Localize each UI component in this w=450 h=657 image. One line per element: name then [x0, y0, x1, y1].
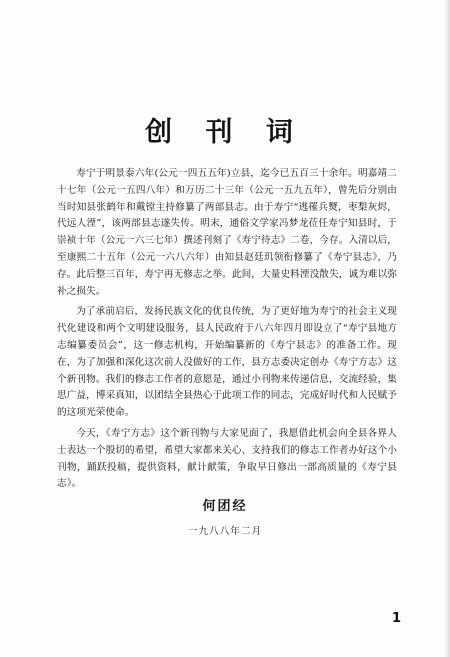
author-signature: 何团经 [202, 499, 248, 514]
paragraph-2: 为了承前启后，发扬民族文化的优良传统，为了更好地为寿宁的社会主义现代化建设和两个文明建设服务，县人民政府于八六年四月即设立了“寿宁县地方志编纂委员会”，这一修志机构，开始编纂新的《寿宁县志》的准备工作。现在，为了加强和深化这次前人没做好的工作，县方志委决定创办《寿宁方志》这个新刊物。我们的修志工作者的意愿是，通过小刊物来传递信息，交流经验，集思广益，博采真知，以团结全县热心于此项工作的同志，完成好时代和人民赋予的这项光荣使命。 [57, 306, 397, 419]
paragraph-3: 今天，《寿宁方志》这个新刊物与大家见面了，我愿借此机会向全县各界人士表达一个殷切的希望，希望大家都来关心、支持我们的修志工作者办好这个小刊物，踊跃投稿，提供资料，献计献策，争取早日修出一部高质量的《寿宁县志》。 [57, 427, 397, 490]
publication-date: 一九八八年二月 [187, 526, 263, 537]
page-number: 1 [392, 611, 402, 626]
document-body [57, 166, 397, 497]
page-edge-shadow [444, 0, 450, 657]
document-title: 创 刊 词 [145, 117, 305, 148]
paragraph-1: 寿宁于明景泰六年(公元一四五五年)立县，迄今已五百三十余年。明嘉靖二十七年（公元一五四八年）和万历二十三年（公元一五九五年），曾先后分别由当时知县张鹤年和戴镗主持修纂了两部县志。由于寿宁“逃罹兵燹，枣梨灰烬，代远人湮”，该两部县志遂失传。明末，通俗文学家冯梦龙莅任寿宁知县时，于崇祯十年（公元一六三七年）撰述刊刻了《寿宁待志》二卷，今存。入清以后，至康熙二十五年（公元一六八六年）由知县赵廷玑领衔修纂了《寿宁县志》，乃存。此后整三百年，寿宁再无修志之举。此间，大量史料湮没散失，诚为难以弥补之损失。 [57, 168, 397, 297]
